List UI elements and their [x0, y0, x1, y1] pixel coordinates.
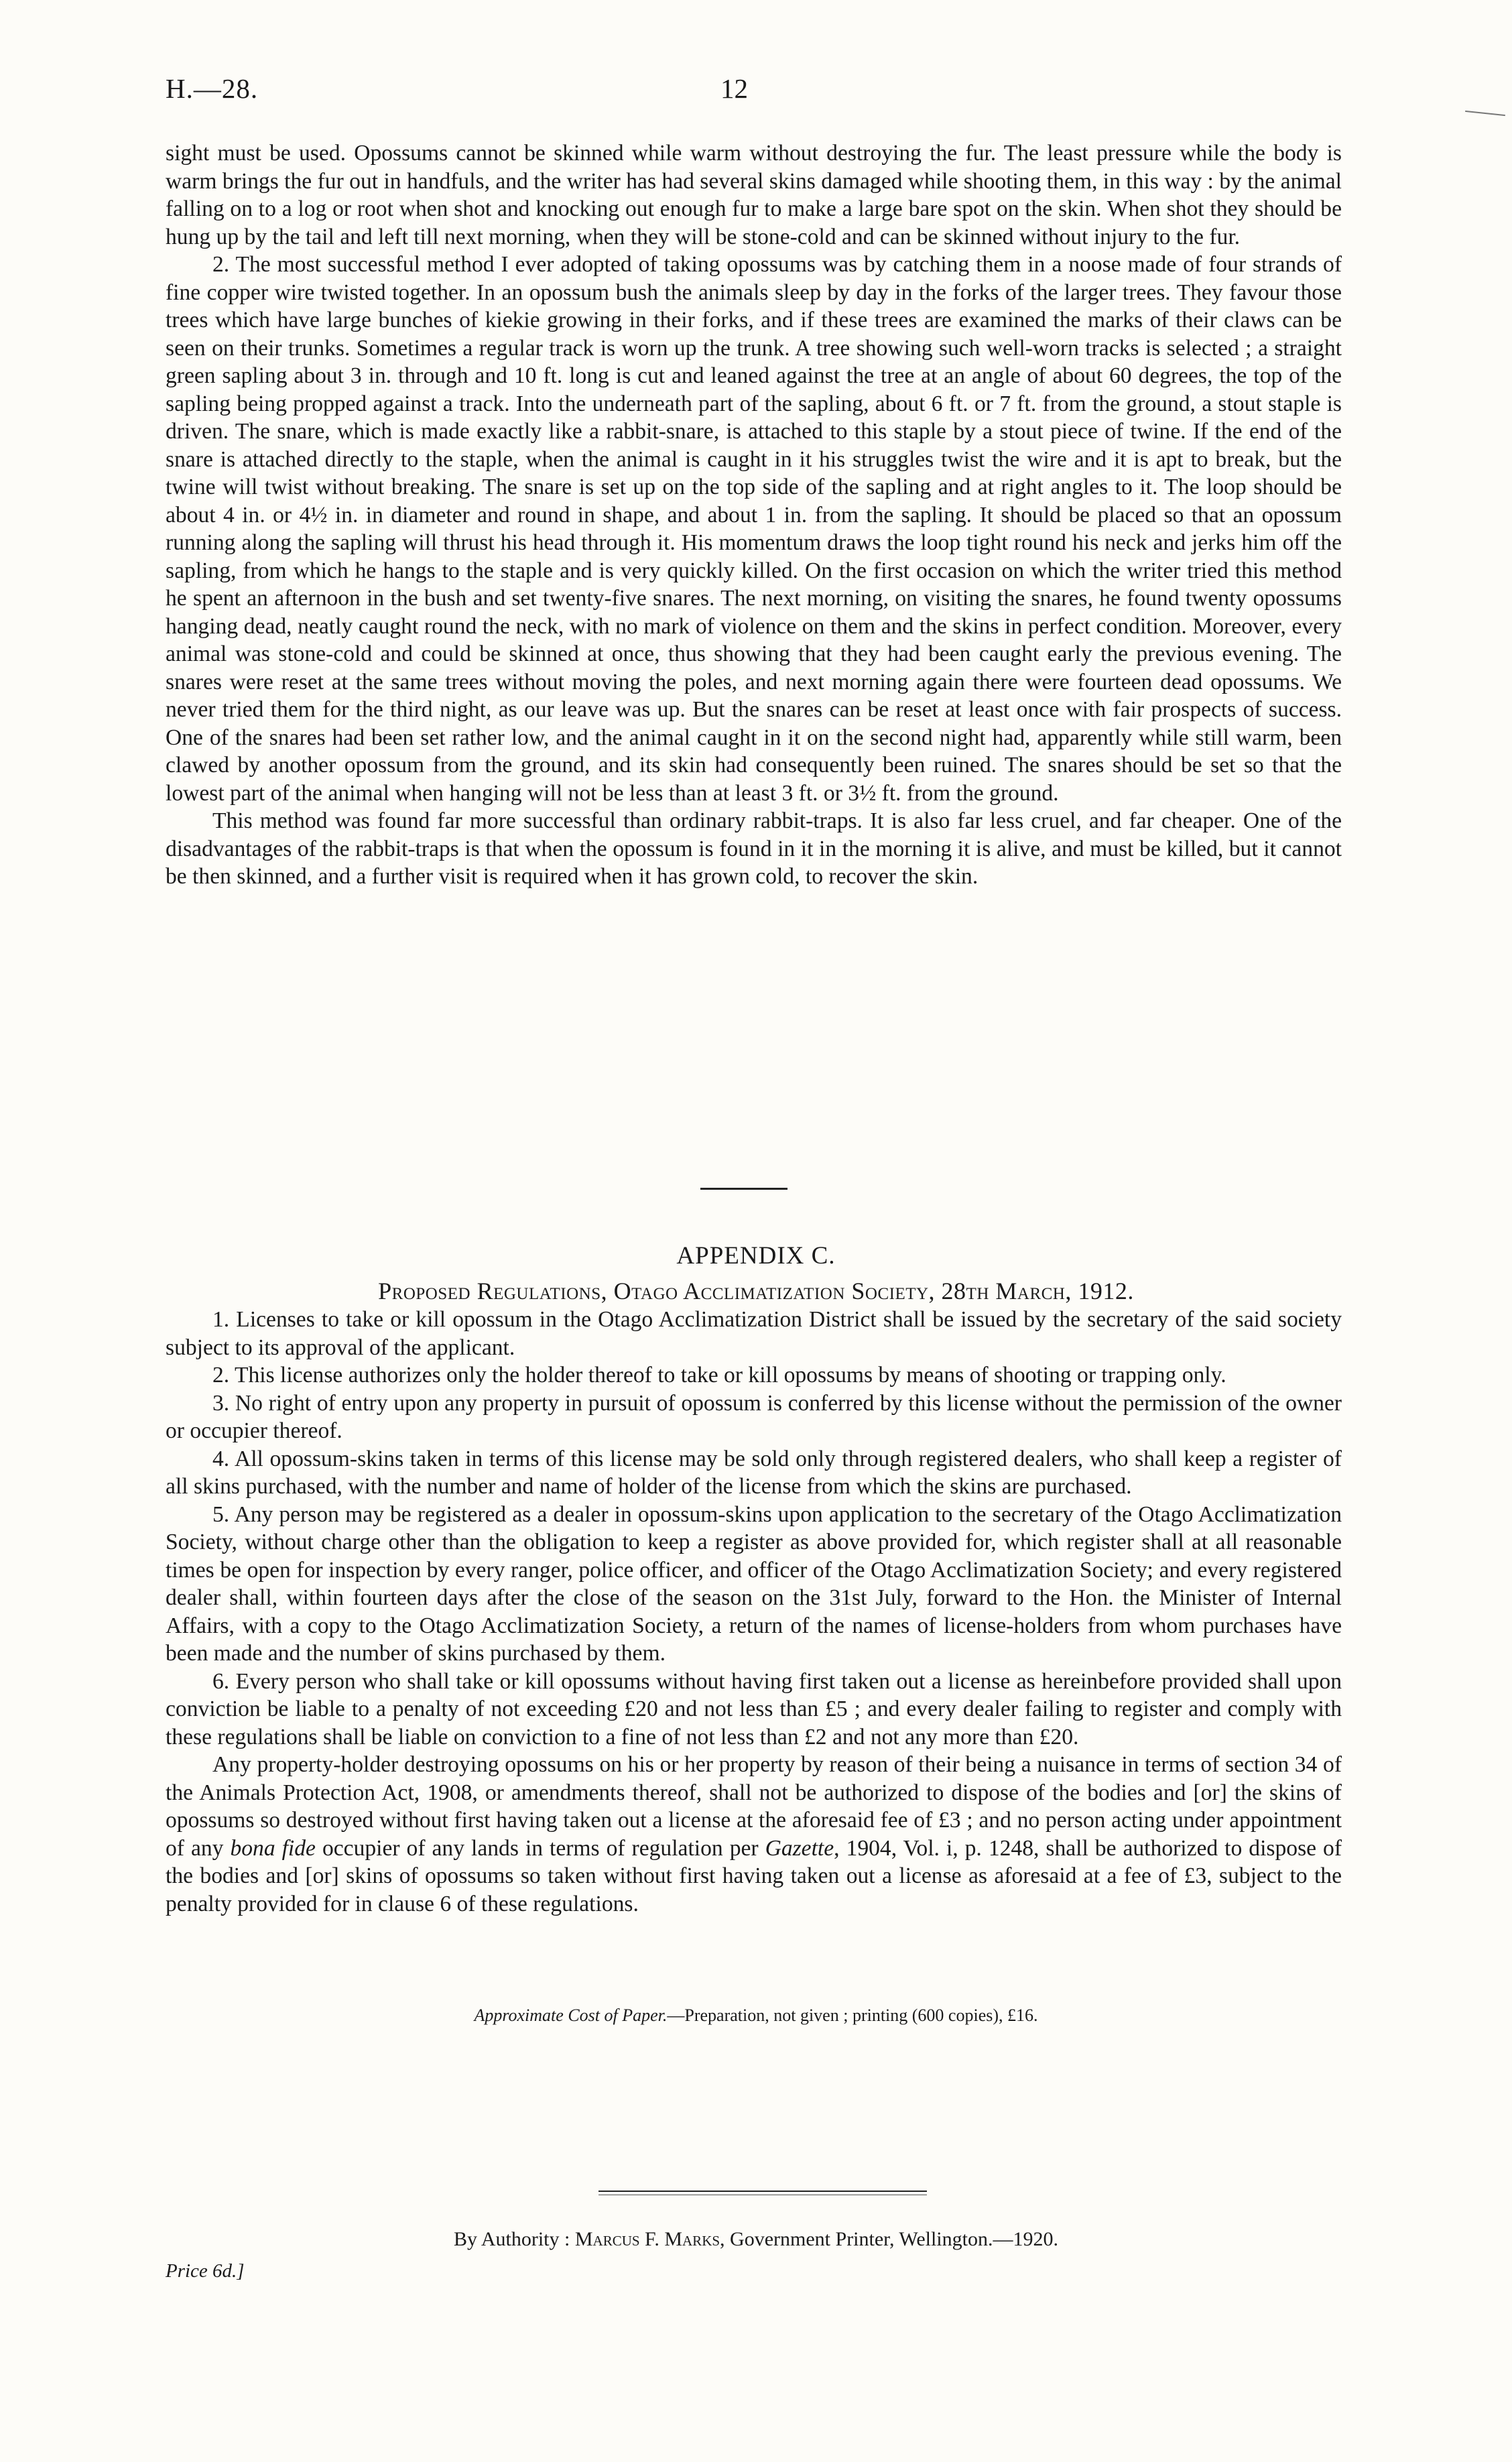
- regulation-clause: 3. No right of entry upon any property in pursuit of opossum is conferred by this license without the permission of the owner or occupier thereof.: [166, 1390, 1342, 1443]
- regulation-clause: 4. All opossum-skins taken in terms of this license may be sold only through registered dealers, who shall keep a register of all skins purchased, with the number and name of holder of the license from which the skins are purchased.: [166, 1446, 1342, 1499]
- appendix-title: APPENDIX C.: [676, 1242, 836, 1270]
- regulation-clause: 5. Any person may be registered as a dealer in opossum-skins upon application to the secretary of the Otago Acclimatization Society, without charge other than the obligation to keep a register as above provided for, which register shall at all reasonable times be open for inspection by every ranger, police officer, and officer of the Otago Acclimatization Society; and every registered dealer shall, within fourteen days after the close of the season on the 31st July, forward to the Hon. the Minister of Internal Affairs, with a copy to the Otago Acclimatization Society, a return of the names of license-holders from whom purchases have been made and the number of skins purchased by them.: [166, 1501, 1342, 1666]
- main-text: [166, 139, 1342, 891]
- regulation-clause: 1. Licenses to take or kill opossum in the Otago Acclimatization District shall be issued by the secretary of the said society subject to its approval of the applicant.: [166, 1307, 1342, 1360]
- printer-name: Marcus F. Marks: [574, 2228, 720, 2250]
- corner-mark: [1465, 111, 1505, 116]
- italic-term: Gazette: [765, 1835, 834, 1861]
- printer-authority: [0, 2228, 1512, 2251]
- paragraph: sight must be used. Opossums cannot be skinned while warm without destroying the fur. The least pressure while the body is warm brings the fur out in handfuls, and the writer has had several skins damaged while shooting them, in this way : by the animal falling on to a log or root when shot and knocking out enough fur to make a large bare spot on the skin. When shot they should be hung up by the tail and left till next morning, when they will be stone-cold and can be skinned without injury to the fur.: [166, 141, 1342, 249]
- page-number: 12: [720, 73, 748, 104]
- final-paragraph-part: Any property-holder destroying opossums on his or her property by reason of their being a nuisance in terms of section 34 of the Animals Protection Act, 1908, or amendments thereof, shall not be authorized to dispose of the bodies and [or] the skins of opossums so destroyed without first having taken out a license at the aforesaid fee of £3 ; and no person acting under appointment of any: [166, 1752, 1342, 1861]
- final-paragraph-part: , 1904, Vol. i, p. 1248, shall be authorized to dispose of the bodies and [or] skins of opossums so taken without first having taken out a license as aforesaid at a fee of £3, subject to the penalty provided for in clause 6 of these regulations.: [166, 1835, 1342, 1916]
- section-divider: [700, 1188, 788, 1190]
- paragraph: 2. The most successful method I ever adopted of taking opossums was by catching them in a noose made of four strands of fine copper wire twisted together. In an opossum bush the animals sleep by day in the forks of the larger trees. They favour those trees which have large bunches of kiekie growing in their forks, and if these trees are examined the marks of their claws can be seen on their trunks. Sometimes a regular track is worn up the trunk. A tree showing such well-worn tracks is selected ; a straight green sapling about 3 in. through and 10 ft. long is cut and leaned against the tree at an angle of about 60 degrees, the top of the sapling being propped against a track. Into the underneath part of the sapling, about 6 ft. or 7 ft. from the ground, a stout staple is driven. The snare, which is made exactly like a rabbit-snare, is attached to this staple by a stout piece of twine. If the end of the snare is attached directly to the staple, when the animal is caught in it his struggles twist the wire and it is apt to break, but the twine will twist without breaking. The snare is set up on the top side of the sapling and at right angles to it. The loop should be about 4 in. or 4½ in. in diameter and round in shape, and about 1 in. from the sapling. It should be placed so that an opossum running along the sapling will thrust his head through it. His momentum draws the loop tight round his neck and jerks him off the sapling, from which he hangs to the staple and is very quickly killed. On the first occasion on which the writer tried this method he spent an afternoon in the bush and set twenty-five snares. The next morning, on visiting the snares, he found twenty opossums hanging dead, neatly caught round the neck, with no mark of violence on them and the skins in perfect condition. Moreover, every animal was stone-cold and could be skinned at once, thus showing that they had been caught early the previous evening. The snares were reset at the same trees without moving the poles, and next morning again there were fourteen dead opossums. We never tried them for the third night, as our leave was up. But the snares can be reset at least once with fair prospects of success. One of the snares had been set rather low, and the animal caught in it on the second night had, apparently while still warm, been clawed by another opossum from the ground, and its skin had consequently been ruined. The snares should be set so that the lowest part of the animal when hanging will not be less than at least 3 ft. or 3½ ft. from the ground.: [166, 252, 1342, 806]
- authority-prefix: By Authority :: [454, 2228, 575, 2250]
- document-reference: H.—28.: [166, 73, 259, 104]
- appendix-subtitle: Proposed Regulations, Otago Acclimatization Society, 28th March, 1912.: [378, 1278, 1134, 1304]
- italic-term: bona fide: [230, 1835, 316, 1861]
- price-label: Price 6d.]: [166, 2260, 245, 2282]
- regulation-clause: 2. This license authorizes only the holder thereof to take or kill opossums by means of shooting or trapping only.: [212, 1363, 1226, 1388]
- final-paragraph-part: occupier of any lands in terms of regulation per: [315, 1835, 765, 1861]
- cost-label: Approximate Cost of Paper.: [474, 2006, 668, 2025]
- regulations-list: [166, 1306, 1342, 1918]
- regulation-clause: 6. Every person who shall take or kill opossums without having first taken out a license as hereinbefore provided shall upon conviction be liable to a penalty of not exceeding £20 and not less than £5 ; and every dealer failing to register and comply with these regulations shall be liable on conviction to a fine of not less than £2 and not any more than £20.: [166, 1668, 1342, 1749]
- cost-text: —Preparation, not given ; printing (600 copies), £16.: [667, 2006, 1038, 2025]
- final-paragraph: [166, 1751, 1342, 1918]
- authority-suffix: , Government Printer, Wellington.—1920.: [720, 2228, 1058, 2250]
- footer-divider: [598, 2191, 927, 2192]
- paragraph: This method was found far more successful than ordinary rabbit-traps. It is also far less cruel, and far cheaper. One of the disadvantages of the rabbit-traps is that when the opossum is found in it in the morning it is alive, and must be killed, but it cannot be then skinned, and a further visit is required when it has grown cold, to recover the skin.: [166, 808, 1342, 889]
- cost-note: [0, 2006, 1512, 2026]
